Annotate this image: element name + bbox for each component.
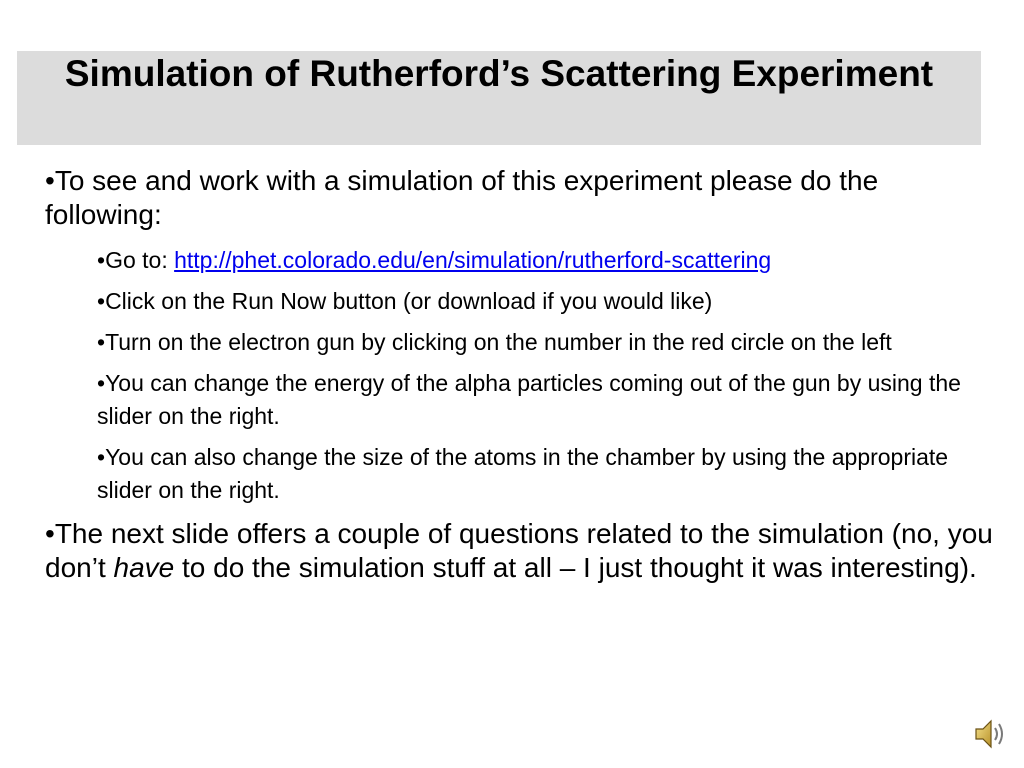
closing-text-2: to do the simulation stuff at all – I just thought it was interesting). [174, 552, 977, 583]
bullet-mark: • [97, 329, 106, 355]
step-run [97, 285, 997, 318]
slide-title: Simulation of Rutherford’s Scattering Experiment [64, 53, 934, 94]
closing-bullet [45, 517, 1000, 585]
goto-prefix: Go to: [105, 247, 175, 273]
phet-simulation-link[interactable]: http://phet.colorado.edu/en/simulation/rutherford-scattering [174, 247, 772, 273]
bullet-mark: • [97, 370, 106, 396]
closing-text-1: The next slide offers a couple of questions related to the simulation (no, you don’t [45, 518, 993, 583]
slide-body [45, 164, 995, 585]
step-energy-text: You can change the energy of the alpha particles coming out of the gun by using the slider on the right. [97, 370, 961, 429]
intro-text: To see and work with a simulation of this experiment please do the following: [45, 165, 879, 230]
step-electron-gun [97, 326, 997, 359]
step-electron-gun-text: Turn on the electron gun by clicking on the number in the red circle on the left [105, 329, 892, 355]
step-run-text: Click on the Run Now button (or download if you would like) [105, 288, 713, 314]
intro-bullet [45, 164, 975, 232]
bullet-mark: • [97, 247, 106, 273]
steps-list [97, 244, 995, 507]
step-atom-size [97, 441, 997, 507]
step-goto [97, 244, 997, 277]
bullet-mark: • [45, 165, 55, 196]
closing-emphasis: have [113, 552, 175, 583]
bullet-mark: • [45, 518, 55, 549]
step-atom-size-text: You can also change the size of the atoms in the chamber by using the appropriate slider on the right. [97, 444, 949, 503]
bullet-mark: • [97, 288, 106, 314]
speaker-icon[interactable] [972, 716, 1008, 752]
bullet-mark: • [97, 444, 106, 470]
step-energy [97, 367, 997, 433]
